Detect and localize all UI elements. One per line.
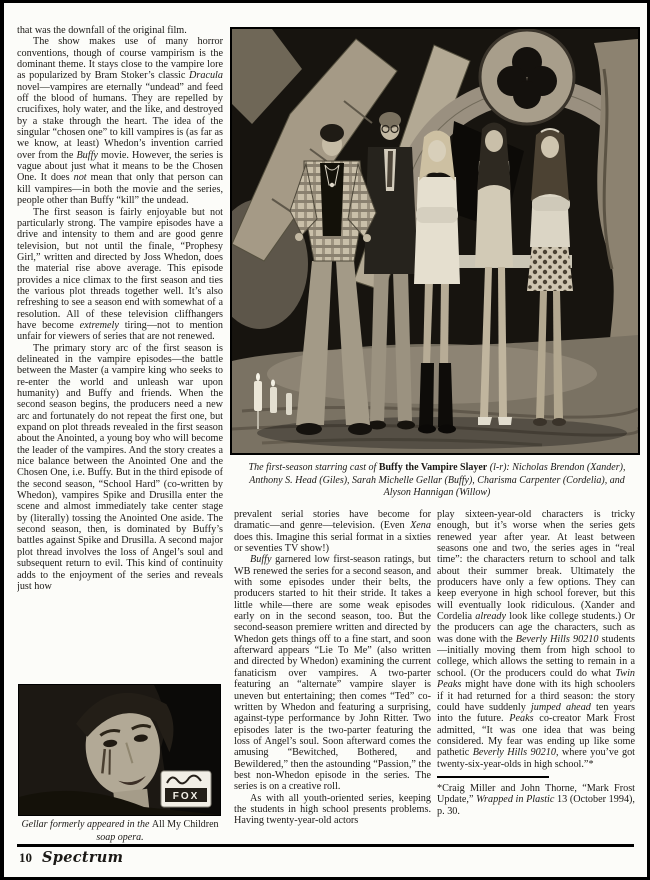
paragraph: The first season is fairly enjoyable but not particularly strong. The vampire episodes have a drive and intensity to them and are good genre television, but not until the finale, “Prophesy Girl,” written and directed by Joss Whedon, does the material rise above average. This episode provides a nice climax to the first season and ties the various plot threads together well. It’s also refreshing to see a season end with somewhat of a resolution. All of these television cliffhangers have become extremely tiring—not to mention unfair for viewers of series that are not renewed. <box>17 206 223 343</box>
footer-rule <box>17 844 634 847</box>
footnote: *Craig Miller and John Thorne, “Mark Frost Update,” Wrapped in Plastic 13 (October 1994), p. 30. <box>437 782 635 817</box>
tv-logo-text: FOX <box>172 791 200 802</box>
tv-logo <box>161 771 211 807</box>
gellar-photo <box>19 685 220 815</box>
paragraph: Buffy garnered low first-season ratings, but WB renewed the series for a second season, and with some episodes under their belts, the producers started to hit their stride. It takes a little while—there are some weak episodes early on in the second season, too. But the second-season premiere written and directed by Whedon gets things off to a fine start, and soon afterward appears “Lie To Me” (also written and directed by Whedon) examining the current fanaticism over vampires. A two-parter featuring an “alternate” vampire slayer is uneven but entertaining; then comes “Ted” co-written by Whedon and featuring a surprising, against-type performance by John Ritter. Two episodes later is the two-parter featuring the loss of Angel’s soul. Soon afterward comes the amusing “Bewitched, Bothered, and Bewildered,” then the astounding “Passion,” the best non-Whedon episode in the series. The series is on a creative roll. <box>234 554 431 793</box>
magazine-title: Spectrum <box>42 849 124 866</box>
paragraph: prevalent serial stories have become for dramatic—and genre—television. (Even Xena does this. Imagine this serial format in a sixties or seventies TV show!) <box>234 509 431 555</box>
gellar-photo-frame <box>18 684 221 816</box>
cast-photo-caption: The first-season starring cast of Buffy the Vampire Slayer (l-r): Nicholas Brendon (Xander), Anthony S. Head (Giles), Sarah Michelle Gellar (Buffy), Charisma Carpenter (Cordelia), and Alyson Hannigan (Willow) <box>248 462 626 499</box>
paragraph: that was the downfall of the original film. <box>17 25 187 36</box>
paragraph: play sixteen-year-old characters is tricky enough, but it’s worse when the series gets renewed year after year. At least between seasons one and two, the series ages in “real time”: the characters return to school and talk about their summer break. Ultimately the producers have only a few options. They can keep everyone in high school forever, but this will eventually look ridiculous. (Xander and Cordelia already look like college students.) Or the producers can age the characters, such as was done with the Beverly Hills 90210 students—initially moving them from high school to college, which allows the setting to remain in a school. (Or the producers could do what Twin Peaks might have done with its high schoolers if it had returned for a third season: the story could have suddenly jumped ahead ten years into the future. Peaks co-creator Mark Frost admitted, “It was one idea that was being considered. My fear was ending up like some pathetic Beverly Hills 90210, where you’ve got twenty-six-year-olds in high school.”* <box>437 509 635 770</box>
cast-photo-frame <box>230 27 640 455</box>
footnote-rule <box>437 776 549 778</box>
middle-column <box>234 509 431 847</box>
page-footer <box>19 849 123 866</box>
paragraph: The primary story arc of the first season is delineated in the vampire episodes—the battle between the Master (a vampire king who seeks to re-enter the world and unleash war upon humanity) and Buffy and friends. When the second season begins, the producers need a new arc and fortunately do not repeat the first one, but expand on plot threads revealed in the first season about the Anointed, a young boy who will become the leader of the vampires. And the story creates a nice balance between the Anointed One and the Chosen One, i.e. Buffy. But in the third episode of the second season, “School Hard” (co-written by Whedon), vampires Spike and Drusilla enter the scene and almost immediately take center stage by (literally) tossing the Anointed One aside. The second season, then, is dominated by Buffy’s battles against Spike and Drusilla. A second major plot thread involves the loss of Angel’s soul and subsequent return to evil. This kind of continuity adds to the enjoyment of the series and reveals just how <box>17 342 223 592</box>
gellar-photo-caption: Gellar formerly appeared in the All My Children soap opera. <box>21 819 219 843</box>
paragraph: The show makes use of many horror conventions, though of course vampirism is the dominant theme. It stays close to the vampire lore as popularized by Bram Stoker’s classic Dracula novel—vampires are eternally “undead” and feed off the blood of humans. They are repelled by crucifixes, holy water, and the like, and destroyed by a stake through the heart. The idea of the singular “chosen one” to kill vampires is (as far as we know, at least) Whedon’s invention carried over from the Buffy movie. However, the series is vague about just what it means to be the Chosen One. It does not mean that only that person can kill vampires—in both the movie and the series, people other than Buffy “kill” the undead. <box>17 36 223 207</box>
right-column <box>437 509 635 847</box>
page-number: 10 <box>19 850 32 865</box>
paragraph: As with all youth-oriented series, keeping the students in high school presents problems. Having twenty-year-old actors <box>234 792 431 827</box>
left-column <box>17 25 223 683</box>
cast-photo <box>232 29 638 453</box>
